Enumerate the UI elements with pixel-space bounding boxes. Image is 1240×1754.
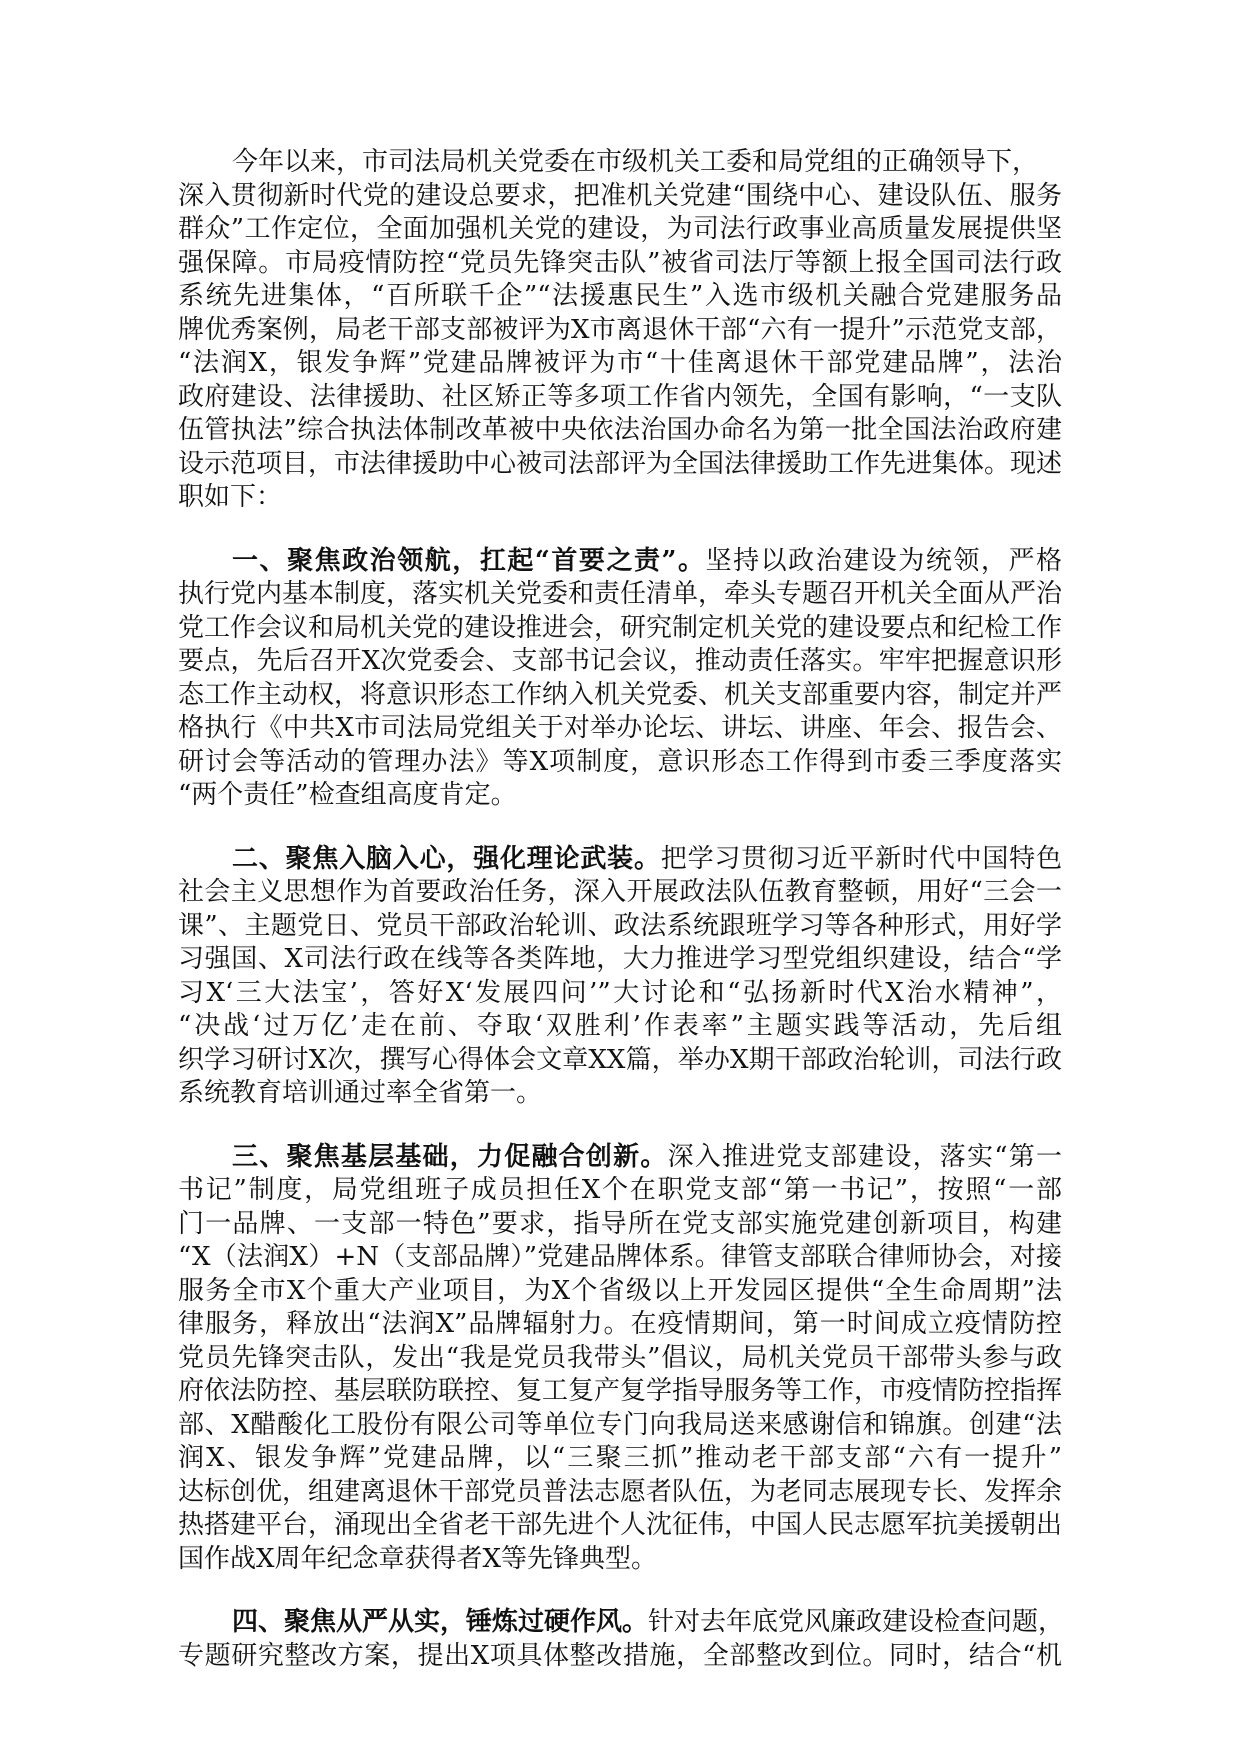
text-line bbox=[178, 481, 1062, 515]
section-heading: 三、聚焦基层基础，力促融合创新。 bbox=[232, 1141, 668, 1172]
line-text: 系统教育培训通过率全省第一。 bbox=[178, 1078, 543, 1108]
section-heading: 二、聚焦入脑入心，强化理论武装。 bbox=[232, 843, 661, 874]
text-line bbox=[178, 280, 1062, 314]
text-line bbox=[178, 1442, 1062, 1476]
text-line bbox=[178, 645, 1062, 679]
line-text: “X（法润X）+N（支部品牌）”党建品牌体系。律管支部联合律师协会，对接 bbox=[178, 1242, 1062, 1272]
line-text: 设示范项目，市法律援助中心被司法部评为全国法律援助工作先进集体。现述 bbox=[178, 448, 1063, 479]
text-line bbox=[178, 910, 1062, 944]
line-text: 牌优秀案例，局老干部支部被评为X市离退休干部“六有一提升”示范党支部， bbox=[178, 314, 1062, 345]
text-line bbox=[178, 1543, 1062, 1577]
text-line bbox=[178, 1174, 1062, 1208]
line-text: “两个责任”检查组高度肯定。 bbox=[178, 780, 517, 810]
paragraph bbox=[178, 1606, 1065, 1673]
paragraph bbox=[178, 843, 1062, 1111]
text-line bbox=[178, 1342, 1062, 1376]
line-text: 坚持以政治建设为统领，严格 bbox=[705, 545, 1062, 576]
text-line bbox=[178, 876, 1062, 910]
line-text: 织学习研讨X次，撰写心得体会文章XX篇，举办X期干部政治轮训，司法行政 bbox=[178, 1044, 1062, 1075]
text-line bbox=[178, 1476, 1062, 1510]
line-text: 党员先锋突击队，发出“我是党员我带头”倡议，局机关党员干部带头参与政 bbox=[178, 1342, 1062, 1373]
line-text: 伍管执法”综合执法体制改革被中央依法治国办命名为第一批全国法治政府建 bbox=[178, 415, 1062, 445]
line-text: “法润X，银发争辉”党建品牌被评为市“十佳离退休干部党建品牌”，法治 bbox=[178, 348, 1062, 378]
text-line bbox=[178, 1141, 1062, 1175]
line-text: 职如下： bbox=[178, 482, 283, 512]
paragraph bbox=[178, 1141, 1062, 1577]
line-text: 达标创优，组建离退休干部党员普法志愿者队伍，为老同志展现专长、发挥余 bbox=[178, 1476, 1063, 1507]
line-text: 针对去年底党风廉政建设检查问题， bbox=[648, 1607, 1065, 1637]
line-text: 群众”工作定位，全面加强机关党的建设，为司法行政事业高质量发展提供坚 bbox=[178, 214, 1062, 244]
text-line bbox=[178, 1640, 1062, 1674]
text-line bbox=[178, 1509, 1062, 1543]
text-line bbox=[178, 1077, 1062, 1111]
line-text: 社会主义思想作为首要政治任务，深入开展政法队伍教育整顿，用好“三会一 bbox=[178, 877, 1062, 907]
line-text: 深入贯彻新时代党的建设总要求，把准机关党建“围绕中心、建设队伍、服务 bbox=[178, 180, 1062, 211]
line-text: 深入推进党支部建设，落实“第一 bbox=[667, 1141, 1062, 1172]
document-body bbox=[178, 146, 1065, 1703]
line-text: 强保障。市局疫情防控“党员先锋突击队”被省司法厅等额上报全国司法行政 bbox=[178, 247, 1062, 278]
text-line bbox=[178, 314, 1062, 348]
text-line bbox=[178, 146, 1062, 180]
text-line bbox=[178, 1308, 1062, 1342]
text-line bbox=[178, 213, 1062, 247]
text-line bbox=[178, 1275, 1062, 1309]
text-line bbox=[178, 1375, 1062, 1409]
section-heading: 一、聚焦政治领航，扛起“首要之责”。 bbox=[232, 545, 706, 576]
line-text: 系统先进集体，“百所联千企”“法援惠民生”入选市级机关融合党建服务品 bbox=[178, 281, 1062, 311]
text-line bbox=[178, 180, 1062, 214]
line-text: 课”、主题党日、党员干部政治轮训、政法系统跟班学习等各种形式，用好学 bbox=[178, 910, 1062, 941]
section-heading: 四、聚焦从严从实，锤炼过硬作风。 bbox=[232, 1607, 649, 1637]
line-text: 研讨会等活动的管理办法》等X项制度，意识形态工作得到市委三季度落实 bbox=[178, 746, 1062, 777]
line-text: 把学习贯彻习近平新时代中国特色 bbox=[660, 843, 1062, 874]
text-line bbox=[178, 779, 1062, 813]
text-line bbox=[178, 347, 1062, 381]
text-line bbox=[178, 1208, 1062, 1242]
line-text: 府依法防控、基层联防联控、复工复产复学指导服务等工作，市疫情防控指挥 bbox=[178, 1376, 1063, 1406]
line-text: 门一品牌、一支部一特色”要求，指导所在党支部实施党建创新项目，构建 bbox=[178, 1208, 1062, 1239]
text-line bbox=[178, 712, 1062, 746]
text-line bbox=[178, 247, 1062, 281]
line-text: 习X‘三大法宝’，答好X‘发展四问’”大讨论和“弘扬新时代X治水精神”， bbox=[178, 977, 1062, 1008]
line-text: 党工作会议和局机关党的建设推进会，研究制定机关党的建设要点和纪检工作 bbox=[178, 612, 1063, 643]
line-text: 润X、银发争辉”党建品牌，以“三聚三抓”推动老干部支部“六有一提升” bbox=[178, 1443, 1062, 1473]
text-line bbox=[178, 746, 1062, 780]
line-text: 格执行《中共X市司法局党组关于对举办论坛、讲坛、讲座、年会、报告会、 bbox=[178, 713, 1062, 743]
text-line bbox=[178, 1044, 1062, 1078]
paragraph bbox=[178, 146, 1062, 515]
text-line bbox=[178, 1606, 1065, 1640]
text-line bbox=[178, 381, 1062, 415]
text-line bbox=[178, 578, 1062, 612]
line-text: 热搭建平台，涌现出全省老干部先进个人沈征伟，中国人民志愿军抗美援朝出 bbox=[178, 1510, 1063, 1540]
text-line bbox=[178, 843, 1062, 877]
text-line bbox=[178, 679, 1062, 713]
paragraph bbox=[178, 545, 1062, 813]
line-text: 政府建设、法律援助、社区矫正等多项工作省内领先，全国有影响，“一支队 bbox=[178, 381, 1062, 412]
line-text: 部、X醋酸化工股份有限公司等单位专门向我局送来感谢信和锦旗。创建“法 bbox=[178, 1409, 1062, 1440]
line-text: 习强国、X司法行政在线等各类阵地，大力推进学习型党组织建设，结合“学 bbox=[178, 944, 1062, 974]
line-text: 态工作主动权，将意识形态工作纳入机关党委、机关支部重要内容，制定并严 bbox=[178, 679, 1063, 710]
line-text: 今年以来，市司法局机关党委在市级机关工委和局党组的正确领导下， bbox=[232, 147, 1039, 177]
text-line bbox=[178, 1010, 1062, 1044]
line-text: “决战‘过万亿’走在前、夺取‘双胜利’作表率”主题实践等活动，先后组 bbox=[178, 1011, 1062, 1041]
text-line bbox=[178, 977, 1062, 1011]
text-line bbox=[178, 612, 1062, 646]
line-text: 律服务，释放出“法润X”品牌辐射力。在疫情期间，第一时间成立疫情防控 bbox=[178, 1309, 1062, 1339]
text-line bbox=[178, 943, 1062, 977]
line-text: 执行党内基本制度，落实机关党委和责任清单，牵头专题召开机关全面从严治 bbox=[178, 579, 1063, 609]
line-text: 服务全市X个重大产业项目，为X个省级以上开发园区提供“全生命周期”法 bbox=[178, 1275, 1062, 1306]
text-line bbox=[178, 545, 1062, 579]
text-line bbox=[178, 1409, 1062, 1443]
line-text: 专题研究整改方案，提出X项具体整改措施，全部整改到位。同时，结合“机 bbox=[178, 1640, 1062, 1671]
line-text: 要点，先后召开X次党委会、支部书记会议，推动责任落实。牢牢把握意识形 bbox=[178, 646, 1062, 676]
text-line bbox=[178, 448, 1062, 482]
text-line bbox=[178, 414, 1062, 448]
line-text: 书记”制度，局党组班子成员担任X个在职党支部“第一书记”，按照“一部 bbox=[178, 1175, 1062, 1205]
line-text: 国作战X周年纪念章获得者X等先锋典型。 bbox=[178, 1543, 658, 1574]
text-line bbox=[178, 1241, 1062, 1275]
